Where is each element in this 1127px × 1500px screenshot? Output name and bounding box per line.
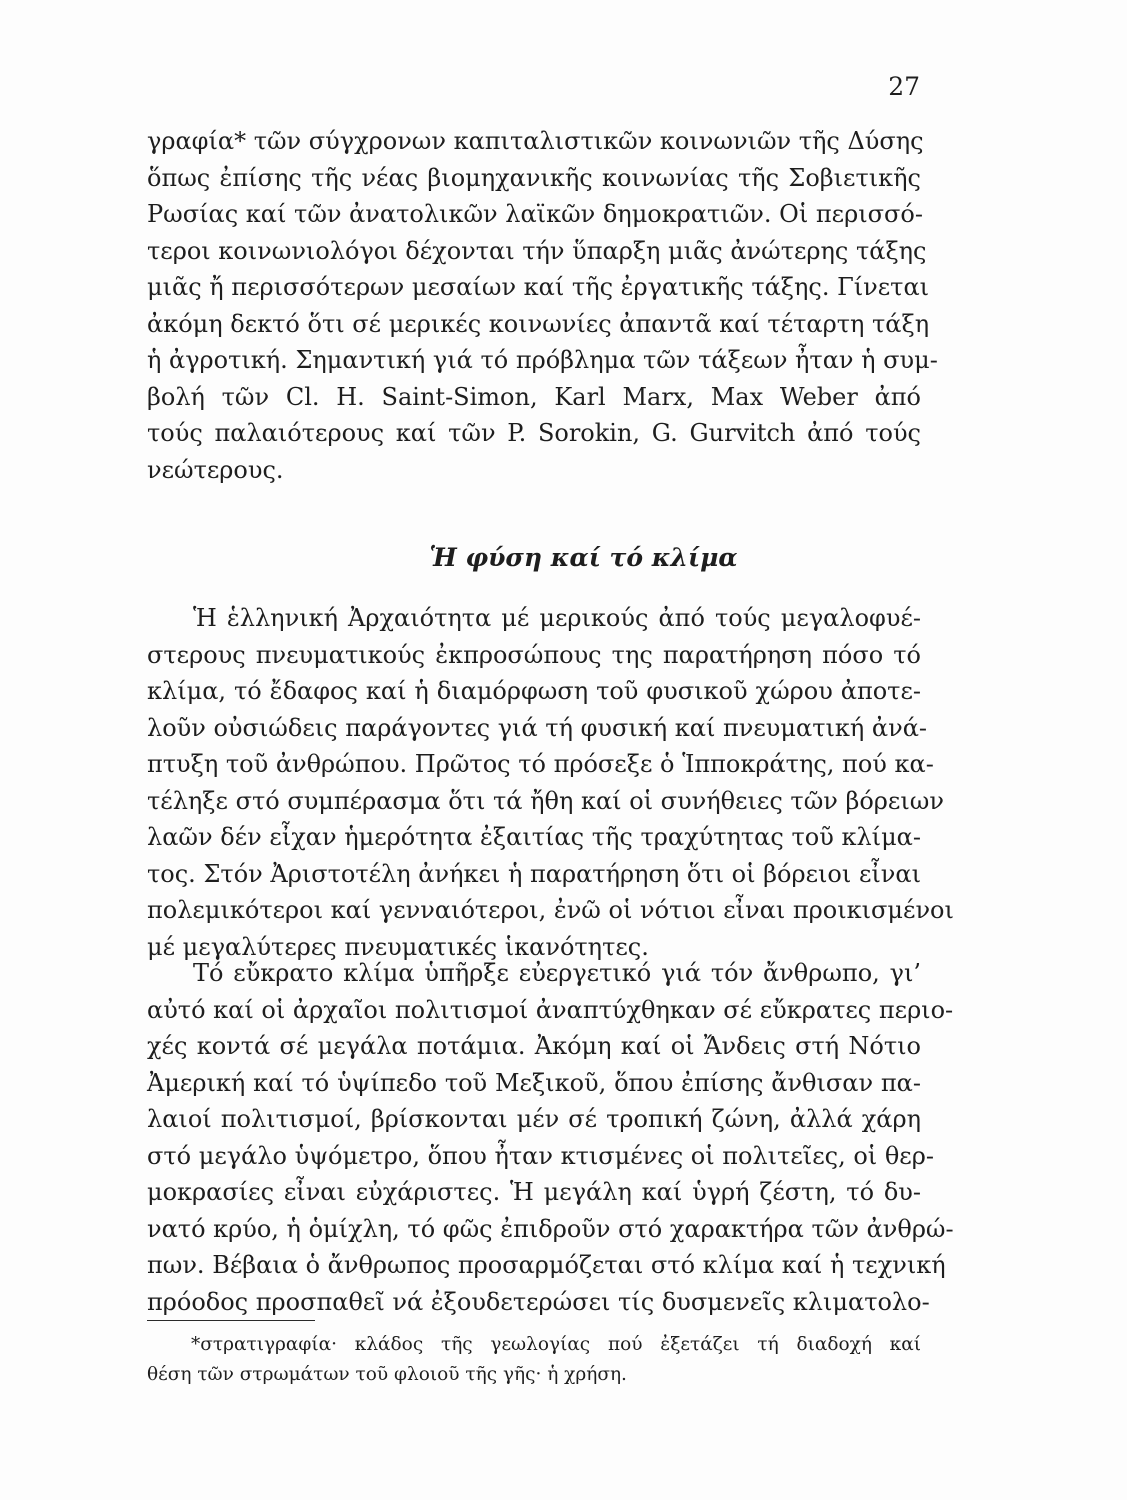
text-line: βολή τῶν Cl. H. Saint-Simon, Karl Marx, Max Weber ἀπό	[147, 382, 921, 411]
text-line: πρόοδος προσπαθεῖ νά ἐξουδετερώσει τίς δυσμενεῖς κλιματολο-	[147, 1287, 930, 1316]
text-line: πτυξη τοῦ ἀνθρώπου. Πρῶτος τό πρόσεξε ὁ Ἱπποκράτης, πού κα-	[147, 750, 934, 779]
text-line: νατό κρύο, ἡ ὁμίχλη, τό φῶς ἐπιδροῦν στό χαρακτήρα τῶν ἀνθρώ-	[147, 1214, 954, 1243]
text-line: μιᾶς ἤ περισσότερων μεσαίων καί τῆς ἐργατικῆς τάξης. Γίνεται	[147, 273, 930, 302]
text-line: ἡ ἀγροτική. Σημαντική γιά τό πρόβλημα τῶν τάξεων ἦταν ἡ συμ-	[147, 346, 938, 375]
paragraph-temperate-climate	[147, 955, 954, 1320]
text-line: στό μεγάλο ὑψόμετρο, ὅπου ἦταν κτισμένες οἱ πολιτεῖες, οἱ θερ-	[147, 1141, 934, 1170]
text-line: ὅπως ἐπίσης τῆς νέας βιομηχανικῆς κοινωνίας τῆς Σοβιετικῆς	[147, 163, 921, 192]
text-line: γραφία* τῶν σύγχρονων καπιταλιστικῶν κοινωνιῶν τῆς Δύσης	[147, 127, 924, 155]
text-line: Ρωσίας καί τῶν ἀνατολικῶν λαϊκῶν δημοκρατιῶν. Οἱ περισσό-	[147, 200, 923, 229]
text-line: Ἀμερική καί τό ὑψίπεδο τοῦ Μεξικοῦ, ὅπου ἐπίσης ἄνθισαν πα-	[147, 1068, 921, 1097]
page-number: 27	[888, 72, 920, 101]
text-line: κλίμα, τό ἔδαφος καί ἡ διαμόρφωση τοῦ φυσικοῦ χώρου ἀποτε-	[147, 677, 921, 706]
text-line: Ἡ ἑλληνική Ἀρχαιότητα μέ μερικούς ἀπό τούς μεγαλοφυέ-	[193, 604, 921, 632]
text-line: ἀκόμη δεκτό ὅτι σέ μερικές κοινωνίες ἀπαντᾶ καί τέταρτη τάξη	[147, 309, 930, 338]
text-line: λαῶν δέν εἶχαν ἡμερότητα ἐξαιτίας τῆς τραχύτητας τοῦ κλίμα-	[147, 823, 921, 852]
section-heading: Ἡ φύση καί τό κλίμα	[429, 543, 738, 572]
text-line: στερους πνευματικούς ἐκπροσώπους της παρατήρηση πόσο τό	[147, 640, 921, 669]
text-line: τεροι κοινωνιολόγοι δέχονται τήν ὕπαρξη μιᾶς ἀνώτερης τάξης	[147, 236, 927, 265]
paragraph-social-classes	[147, 123, 938, 488]
footnote	[147, 1330, 921, 1390]
text-line: λοῦν οὐσιώδεις παράγοντες γιά τή φυσική καί πνευματική ἀνά-	[147, 713, 928, 742]
text-line: τούς παλαιότερους καί τῶν P. Sorokin, G. Gurvitch ἀπό τούς	[147, 419, 921, 448]
footnote-line: θέση τῶν στρωμάτων τοῦ φλοιοῦ τῆς γῆς· ἡ χρήση.	[147, 1364, 627, 1385]
text-line: αὐτό καί οἱ ἀρχαῖοι πολιτισμοί ἀναπτύχθηκαν σέ εὔκρατες περιο-	[147, 995, 954, 1024]
text-line: πολεμικότεροι καί γενναιότεροι, ἐνῶ οἱ νότιοι εἶναι προικισμένοι	[147, 896, 954, 925]
text-line: πων. Βέβαια ὁ ἄνθρωπος προσαρμόζεται στό κλίμα καί ἡ τεχνική	[147, 1251, 946, 1280]
text-line: μοκρασίες εἶναι εὐχάριστες. Ἡ μεγάλη καί ὑγρή ζέστη, τό δυ-	[147, 1178, 921, 1207]
text-line: τος. Στόν Ἀριστοτέλη ἀνήκει ἡ παρατήρηση ὅτι οἱ βόρειοι εἶναι	[147, 859, 921, 888]
text-line: χές κοντά σέ μεγάλα ποτάμια. Ἀκόμη καί οἱ Ἄνδεις στή Νότιο	[147, 1032, 921, 1061]
text-line: Τό εὔκρατο κλίμα ὑπῆρξε εὐεργετικό γιά τόν ἄνθρωπο, γι’	[193, 959, 921, 987]
paragraph-climate-antiquity	[147, 600, 954, 965]
text-line: μέ μεγαλύτερες πνευματικές ἱκανότητες.	[147, 932, 649, 961]
text-line: νεώτερους.	[147, 455, 284, 484]
text-line: τέληξε στό συμπέρασμα ὅτι τά ἤθη καί οἱ συνήθειες τῶν βόρειων	[147, 786, 944, 815]
footnote-line: *στρατιγραφία· κλάδος τῆς γεωλογίας πού ἐξετάζει τή διαδοχή καί	[191, 1334, 921, 1355]
text-line: λαιοί πολιτισμοί, βρίσκονται μέν σέ τροπική ζώνη, ἀλλά χάρη	[147, 1105, 921, 1134]
footnote-divider	[147, 1320, 315, 1321]
